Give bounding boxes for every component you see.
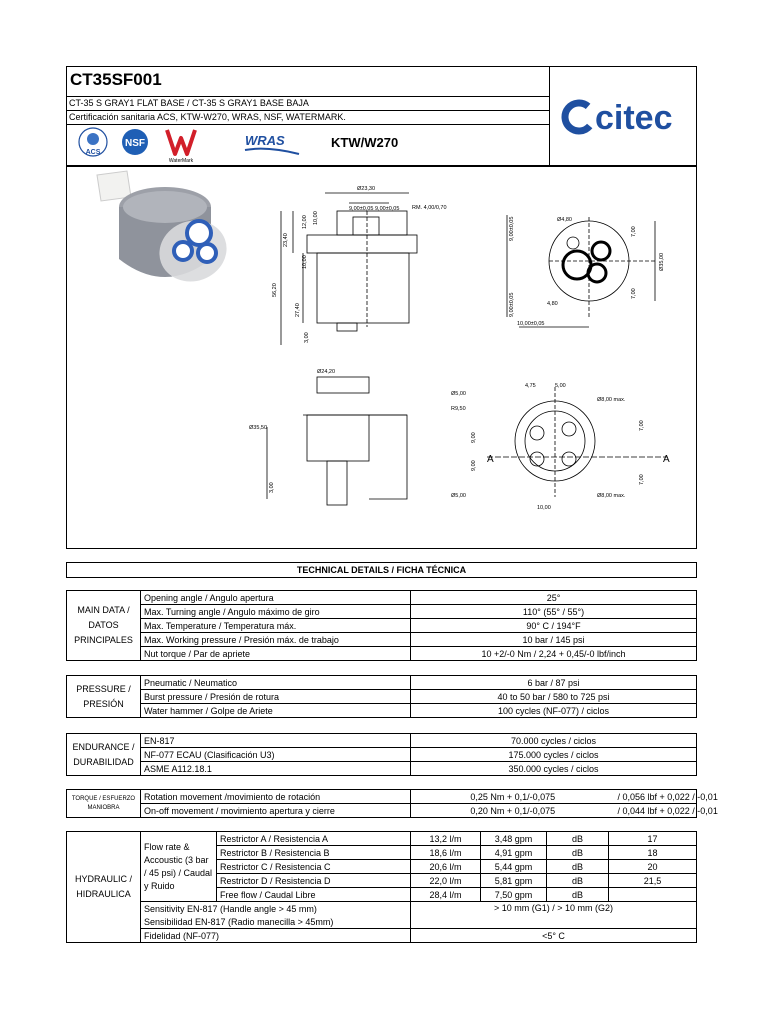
- dim-label: 9,00±0,05: [509, 216, 515, 241]
- dim-label: 9,00±0,05: [509, 292, 515, 317]
- acs-logo-icon: [79, 128, 107, 156]
- table-row: [67, 633, 697, 647]
- table-row: [67, 929, 697, 943]
- row-value: 10 bar / 145 psi: [411, 633, 697, 647]
- row-unit: dB: [547, 846, 609, 860]
- dim-label: 5,00: [555, 383, 566, 389]
- certification-logos: [67, 124, 549, 166]
- row-value: / 0,056 lbf + 0,022 / -0,01: [615, 790, 697, 804]
- dim-label: Ø35,50: [249, 425, 268, 431]
- row-value: 90° C / 194°F: [411, 619, 697, 633]
- dim-label: 7,00: [631, 288, 637, 299]
- dim-label: 10,00±0,05: [517, 321, 545, 327]
- dim-label: 10,00: [313, 211, 319, 225]
- wras-logo-icon: [245, 133, 299, 154]
- sub-group-label: Flow rate & Accoustic (3 bar / 45 psi) / Caudal y Ruido: [141, 832, 217, 902]
- row-label: Restrictor D / Resistencia D: [217, 874, 411, 888]
- table-row: [67, 832, 697, 846]
- row-value: 3,48 gpm: [481, 832, 547, 846]
- pressure-table: [66, 675, 697, 718]
- citec-logo: [549, 67, 697, 165]
- row-unit: dB: [547, 874, 609, 888]
- section-label-a: A: [663, 454, 670, 465]
- row-unit: dB: [547, 860, 609, 874]
- ktw-label: KTW/W270: [331, 135, 399, 150]
- table-row: [67, 676, 697, 690]
- row-value: 13,2 l/m: [411, 832, 481, 846]
- table-row: [67, 704, 697, 718]
- endurance-table: [66, 733, 697, 776]
- row-value: 110° (55° / 55°): [411, 605, 697, 619]
- row-value: 40 to 50 bar / 580 to 725 psi: [411, 690, 697, 704]
- hydraulic-table: [66, 831, 697, 943]
- row-label: Rotation movement /movimiento de rotación: [141, 790, 411, 804]
- certification-line: Certificación sanitaria ACS, KTW-W270, WRAS, NSF, WATERMARK.: [67, 110, 549, 124]
- group-label: TORQUE / ESFUERZO MANIOBRA: [67, 790, 141, 818]
- group-label: HYDRAULIC / HIDRAULICA: [67, 832, 141, 943]
- dim-label: 23,40: [283, 233, 289, 247]
- row-label: Max. Temperature / Temperatura máx.: [141, 619, 411, 633]
- dim-label: RM. 4,00/0,70: [412, 205, 447, 211]
- nsf-logo-icon: [122, 129, 148, 155]
- dim-label: 7,00: [639, 474, 645, 485]
- table-row: [67, 619, 697, 633]
- row-value: 100 cycles (NF-077) / ciclos: [411, 704, 697, 718]
- row-label: Max. Turning angle / Angulo máximo de giro: [141, 605, 411, 619]
- brand-name: citec: [595, 99, 673, 137]
- row-label: Max. Working pressure / Presión máx. de trabajo: [141, 633, 411, 647]
- row-value: 7,50 gpm: [481, 888, 547, 902]
- row-unit: dB: [547, 888, 609, 902]
- nsf-label: NSF: [125, 138, 145, 149]
- table-row: [67, 690, 697, 704]
- row-label: Restrictor B / Resistencia B: [217, 846, 411, 860]
- row-value: 28,4 l/m: [411, 888, 481, 902]
- torque-table: [66, 789, 718, 818]
- table-row: [67, 647, 697, 661]
- group-label: ENDURANCE / DURABILIDAD: [67, 734, 141, 776]
- dim-label: Ø8,00 max.: [597, 493, 626, 499]
- row-value: [609, 888, 697, 902]
- table-row: [67, 790, 697, 804]
- dim-label: 9,00: [471, 432, 477, 443]
- technical-drawing: [66, 166, 697, 549]
- dim-label: 9,00±0,05: [349, 206, 374, 212]
- row-label: Restrictor A / Resistencia A: [217, 832, 411, 846]
- dim-label: Ø23,30: [357, 186, 376, 192]
- table-row: [67, 748, 697, 762]
- group-label: MAIN DATA / DATOS PRINCIPALES: [67, 591, 141, 661]
- row-value: 350.000 cycles / ciclos: [411, 762, 697, 776]
- header-box: [66, 66, 697, 166]
- dim-label: 3,00: [269, 482, 275, 493]
- dim-label: 27,40: [295, 303, 301, 317]
- table-row: [67, 591, 697, 605]
- dim-label: Ø4,80: [557, 217, 572, 223]
- row-value: 4,91 gpm: [481, 846, 547, 860]
- dim-label: 4,75: [525, 383, 536, 389]
- watermark-logo-icon: [167, 130, 195, 164]
- row-value: 25°: [411, 591, 697, 605]
- row-value: 70.000 cycles / ciclos: [411, 734, 697, 748]
- dim-label: 10,00: [537, 505, 551, 511]
- table-row: [67, 605, 697, 619]
- row-value: <5° C: [411, 929, 697, 943]
- row-label: NF-077 ECAU (Clasificación U3): [141, 748, 411, 762]
- cartridge-photo-icon: [97, 171, 235, 291]
- wras-label: WRAS: [245, 133, 285, 148]
- acs-label: ACS: [85, 149, 101, 156]
- row-label: On-off movement / movimiento apertura y cierre: [141, 804, 411, 818]
- row-value: 6 bar / 87 psi: [411, 676, 697, 690]
- row-label: Sensitivity EN-817 (Handle angle > 45 mm): [141, 902, 411, 916]
- row-value: 10 +2/-0 Nm / 2,24 + 0,45/-0 lbf/inch: [411, 647, 697, 661]
- dim-label: 9,00±0,05: [375, 206, 400, 212]
- watermark-label: WaterMark: [168, 158, 194, 164]
- row-value: 0,20 Nm + 0,1/-0,075: [411, 804, 615, 818]
- row-label: Nut torque / Par de apriete: [141, 647, 411, 661]
- row-value: 18: [609, 846, 697, 860]
- row-label: Opening angle / Angulo apertura: [141, 591, 411, 605]
- row-label: Free flow / Caudal Libre: [217, 888, 411, 902]
- table-row: [67, 804, 697, 818]
- row-label: ASME A112.18.1: [141, 762, 411, 776]
- dim-label: Ø8,00 max.: [597, 397, 626, 403]
- row-label: Pneumatic / Neumatico: [141, 676, 411, 690]
- row-label: Water hammer / Golpe de Ariete: [141, 704, 411, 718]
- section-drawing: [267, 377, 407, 505]
- dim-label: 7,00: [639, 420, 645, 431]
- dim-label: R9,50: [451, 406, 466, 412]
- row-label: Restrictor C / Resistencia C: [217, 860, 411, 874]
- table-row: [67, 762, 697, 776]
- dim-label: 12,00: [302, 215, 308, 229]
- section-label-a: A: [487, 454, 494, 465]
- row-value: 5,44 gpm: [481, 860, 547, 874]
- row-value: 175.000 cycles / ciclos: [411, 748, 697, 762]
- row-label: EN-817: [141, 734, 411, 748]
- row-value: / 0,044 lbf + 0,022 / -0,01: [615, 804, 697, 818]
- row-value: 21,5: [609, 874, 697, 888]
- main-data-table: [66, 590, 697, 661]
- dim-label: Ø5,00: [451, 493, 466, 499]
- dim-label: Ø35,00: [659, 252, 665, 271]
- product-code: CT35SF001: [70, 70, 162, 89]
- row-value: 20: [609, 860, 697, 874]
- dim-label: 4,80: [547, 301, 558, 307]
- dim-label: 10,00: [302, 255, 308, 269]
- row-value: 0,25 Nm + 0,1/-0,075: [411, 790, 615, 804]
- table-row: [67, 734, 697, 748]
- row-value: 5,81 gpm: [481, 874, 547, 888]
- table-row: [67, 902, 697, 916]
- row-value: 20,6 l/m: [411, 860, 481, 874]
- row-label: Burst pressure / Presión de rotura: [141, 690, 411, 704]
- dim-label: 7,00: [631, 226, 637, 237]
- technical-details-title: TECHNICAL DETAILS / FICHA TÉCNICA: [66, 562, 697, 578]
- row-label: Sensibilidad EN-817 (Radio manecilla > 45mm): [141, 915, 411, 929]
- row-unit: dB: [547, 832, 609, 846]
- dim-label: Ø24,20: [317, 369, 336, 375]
- row-label: Fidelidad (NF-077): [141, 929, 411, 943]
- row-value: 22,0 l/m: [411, 874, 481, 888]
- row-value: > 10 mm (G1) / > 10 mm (G2): [411, 902, 697, 929]
- dim-label: 3,00: [304, 332, 310, 343]
- product-description: CT-35 S GRAY1 FLAT BASE / CT-35 S GRAY1 BASE BAJA: [67, 96, 549, 110]
- dim-label: 56,20: [272, 283, 278, 297]
- dim-label: Ø5,00: [451, 391, 466, 397]
- row-value: 18,6 l/m: [411, 846, 481, 860]
- row-value: 17: [609, 832, 697, 846]
- dim-label: 9,00: [471, 460, 477, 471]
- group-label: PRESSURE / PRESIÓN: [67, 676, 141, 718]
